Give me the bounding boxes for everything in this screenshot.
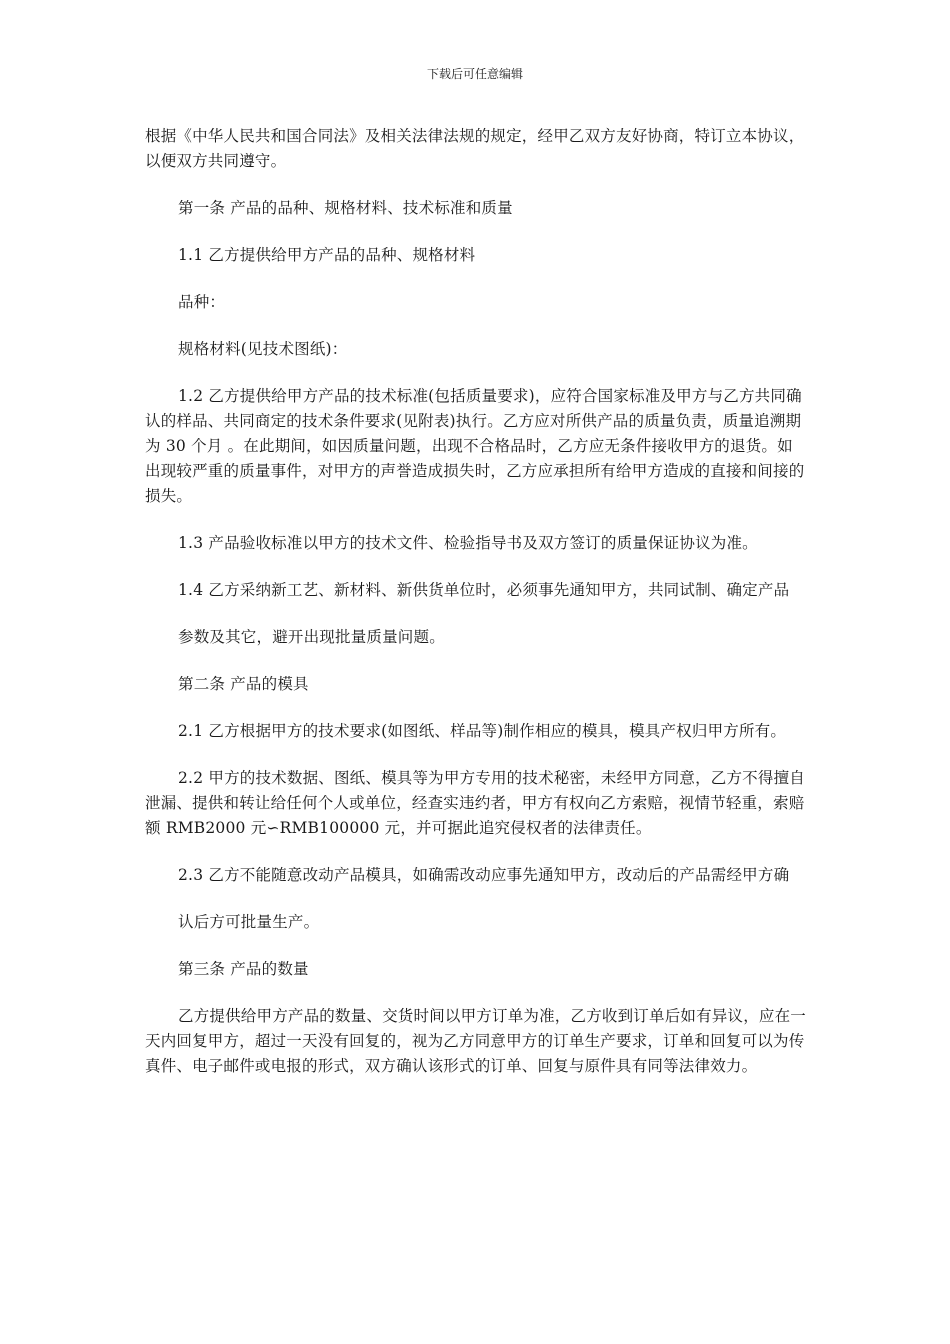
section-heading: 第三条 产品的数量 (178, 960, 309, 978)
section-heading: 第一条 产品的品种、规格材料、技术标准和质量 (178, 199, 513, 217)
paragraph: 1.4 乙方采纳新工艺、新材料、新供货单位时，必须事先通知甲方，共同试制、确定产品 (178, 581, 790, 599)
paragraph: 2.2 甲方的技术数据、图纸、模具等为甲方专用的技术秘密，未经甲方同意，乙方不得擅自泄漏、提供和转让给任何个人或单位，经查实违约者，甲方有权向乙方索赔，视情节轻重，索赔额 RMB2000 元∽RMB100000 元，并可据此追究侵权者的法律责任。 (145, 769, 805, 837)
document-body (145, 124, 807, 1101)
paragraph: 1.2 乙方提供给甲方产品的技术标准(包括质量要求)，应符合国家标准及甲方与乙方共同确认的样品、共同商定的技术条件要求(见附表)执行。乙方应对所供产品的质量负责，质量追溯期为 30 个月 。在此期间，如因质量问题，出现不合格品时，乙方应无条件接收甲方的退货。如出现较严重的质量事件，对甲方的声誉造成损失时，乙方应承担所有给甲方造成的直接和间接的损失。 (145, 387, 805, 505)
paragraph: 2.1 乙方根据甲方的技术要求(如图纸、样品等)制作相应的模具，模具产权归甲方所有。 (178, 722, 787, 740)
paragraph: 乙方提供给甲方产品的数量、交货时间以甲方订单为准，乙方收到订单后如有异议，应在一天内回复甲方，超过一天没有回复的，视为乙方同意甲方的订单生产要求，订单和回复可以为传真件、电子邮件或电报的形式，双方确认该形式的订单、回复与原件具有同等法律效力。 (145, 1007, 807, 1075)
paragraph: 1.3 产品验收标准以甲方的技术文件、检验指导书及双方签订的质量保证协议为准。 (178, 534, 758, 552)
paragraph: 2.3 乙方不能随意改动产品模具，如确需改动应事先通知甲方，改动后的产品需经甲方确 (178, 866, 790, 884)
paragraph: 认后方可批量生产。 (178, 913, 320, 931)
section-heading: 第二条 产品的模具 (178, 675, 309, 693)
paragraph: 1.1 乙方提供给甲方产品的品种、规格材料 (178, 246, 476, 264)
paragraph: 参数及其它，避开出现批量质量问题。 (178, 628, 445, 646)
paragraph: 根据《中华人民共和国合同法》及相关法律法规的规定，经甲乙双方友好协商，特订立本协议，以便双方共同遵守。 (145, 127, 805, 170)
paragraph: 品种： (178, 293, 226, 311)
paragraph: 规格材料(见技术图纸)： (178, 340, 348, 358)
page-header: 下载后可任意编辑 (426, 67, 523, 81)
